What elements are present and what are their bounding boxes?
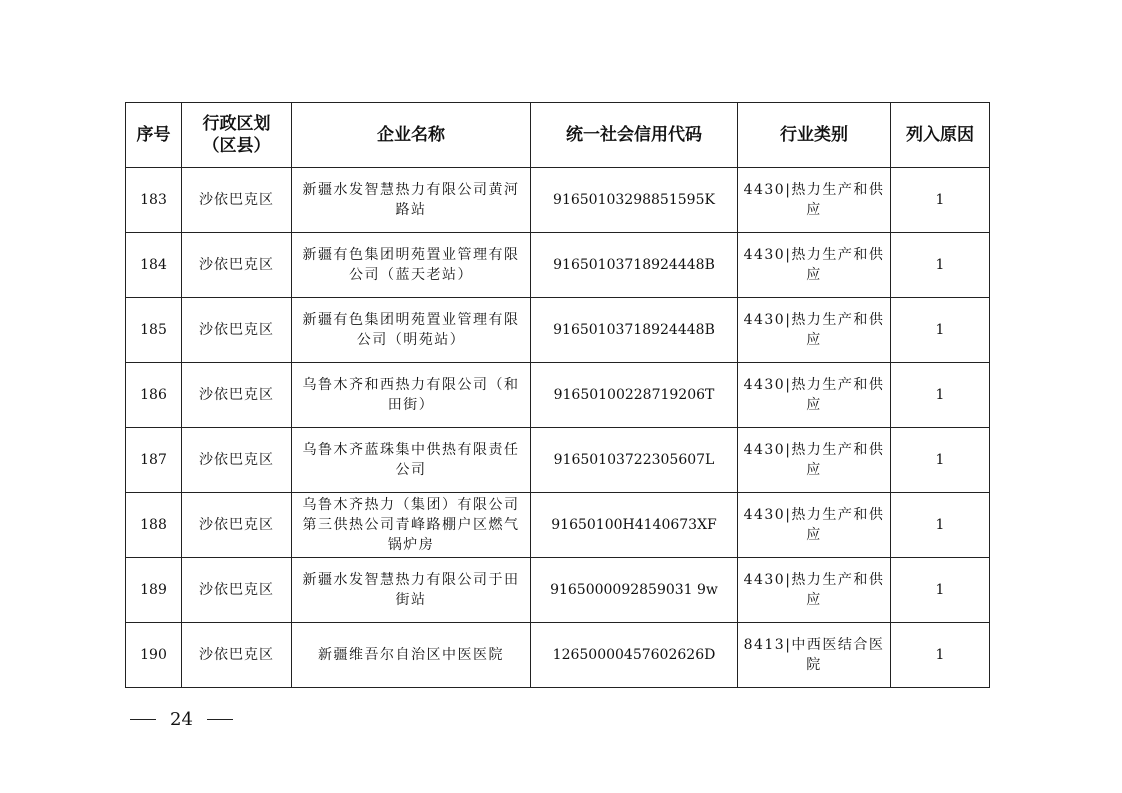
table-body xyxy=(126,168,990,688)
cell-credit-code: 91650103718924448B xyxy=(531,233,738,298)
cell-credit-code: 91650103298851595K xyxy=(531,168,738,233)
cell-district: 沙依巴克区 xyxy=(182,233,292,298)
cell-reason: 1 xyxy=(891,233,990,298)
industry-line: 4430|热力生产和供 xyxy=(743,572,885,588)
industry-line: 4430|热力生产和供 xyxy=(743,507,885,523)
enterprise-name-line: 新疆有色集团明苑置业管理有限 xyxy=(302,247,520,263)
enterprise-name-line: 街站 xyxy=(395,592,427,608)
cell-no: 185 xyxy=(126,298,182,363)
enterprise-name-line: 乌鲁木齐热力（集团）有限公司 xyxy=(302,497,520,513)
cell-reason: 1 xyxy=(891,298,990,363)
cell-no: 188 xyxy=(126,493,182,558)
cell-enterprise-name xyxy=(292,623,531,688)
cell-district: 沙依巴克区 xyxy=(182,428,292,493)
cell-no: 187 xyxy=(126,428,182,493)
cell-district: 沙依巴克区 xyxy=(182,168,292,233)
enterprise-name-line: 新疆水发智慧热力有限公司于田 xyxy=(302,572,520,588)
enterprise-name-line: 新疆水发智慧热力有限公司黄河 xyxy=(302,182,520,198)
industry-line: 4430|热力生产和供 xyxy=(743,377,885,393)
industry-line: 应 xyxy=(806,527,822,543)
industry-line: 应 xyxy=(806,462,822,478)
cell-no: 184 xyxy=(126,233,182,298)
cell-industry xyxy=(738,428,891,493)
industry-line: 4430|热力生产和供 xyxy=(743,312,885,328)
cell-industry xyxy=(738,623,891,688)
industry-line: 4430|热力生产和供 xyxy=(743,182,885,198)
industry-line: 应 xyxy=(806,592,822,608)
header-district-line2: （区县） xyxy=(202,136,271,156)
cell-industry xyxy=(738,298,891,363)
table-row xyxy=(126,363,990,428)
page-number: 24 xyxy=(170,708,193,730)
cell-industry xyxy=(738,233,891,298)
industry-line: 应 xyxy=(806,267,822,283)
table-row xyxy=(126,233,990,298)
table-header-row xyxy=(126,103,990,168)
enterprise-name-line: 公司（明苑站） xyxy=(356,332,466,348)
cell-enterprise-name xyxy=(292,298,531,363)
enterprise-name-line: 新疆维吾尔自治区中医医院 xyxy=(318,647,504,663)
enterprise-name-line: 第三供热公司青峰路棚户区燃气 xyxy=(302,517,520,533)
cell-credit-code: 91650100228719206T xyxy=(531,363,738,428)
enterprise-name-line: 公司 xyxy=(395,462,427,478)
enterprise-name-line: 新疆有色集团明苑置业管理有限 xyxy=(302,312,520,328)
footer-dash-left xyxy=(130,719,156,720)
cell-no: 183 xyxy=(126,168,182,233)
cell-reason: 1 xyxy=(891,168,990,233)
cell-district: 沙依巴克区 xyxy=(182,363,292,428)
cell-district: 沙依巴克区 xyxy=(182,493,292,558)
industry-line: 应 xyxy=(806,202,822,218)
header-industry: 行业类别 xyxy=(738,103,891,168)
cell-credit-code: 91650103722305607L xyxy=(531,428,738,493)
enterprise-name-line: 公司（蓝天老站） xyxy=(349,267,473,283)
cell-enterprise-name xyxy=(292,558,531,623)
page-footer xyxy=(130,704,233,734)
industry-line: 院 xyxy=(806,657,822,673)
cell-credit-code: 91650103718924448B xyxy=(531,298,738,363)
cell-enterprise-name xyxy=(292,233,531,298)
cell-reason: 1 xyxy=(891,493,990,558)
cell-industry xyxy=(738,168,891,233)
industry-line: 4430|热力生产和供 xyxy=(743,442,885,458)
table-row xyxy=(126,623,990,688)
header-district xyxy=(182,103,292,168)
table-row xyxy=(126,428,990,493)
cell-enterprise-name xyxy=(292,428,531,493)
cell-district: 沙依巴克区 xyxy=(182,558,292,623)
cell-no: 190 xyxy=(126,623,182,688)
cell-reason: 1 xyxy=(891,363,990,428)
table-row xyxy=(126,298,990,363)
enterprise-name-line: 锅炉房 xyxy=(387,537,435,553)
enterprise-name-line: 路站 xyxy=(395,202,427,218)
cell-industry xyxy=(738,493,891,558)
enterprise-name-line: 田街） xyxy=(387,397,435,413)
header-name: 企业名称 xyxy=(292,103,531,168)
cell-no: 186 xyxy=(126,363,182,428)
table-row xyxy=(126,558,990,623)
industry-line: 8413|中西医结合医 xyxy=(743,637,885,653)
cell-enterprise-name xyxy=(292,493,531,558)
cell-reason: 1 xyxy=(891,428,990,493)
cell-industry xyxy=(738,363,891,428)
table-row xyxy=(126,493,990,558)
cell-reason: 1 xyxy=(891,558,990,623)
industry-line: 4430|热力生产和供 xyxy=(743,247,885,263)
cell-credit-code: 9165000092859031 9w xyxy=(531,558,738,623)
cell-district: 沙依巴克区 xyxy=(182,623,292,688)
cell-industry xyxy=(738,558,891,623)
header-no: 序号 xyxy=(126,103,182,168)
header-reason: 列入原因 xyxy=(891,103,990,168)
footer-dash-right xyxy=(207,719,233,720)
industry-line: 应 xyxy=(806,397,822,413)
cell-enterprise-name xyxy=(292,363,531,428)
cell-reason: 1 xyxy=(891,623,990,688)
cell-enterprise-name xyxy=(292,168,531,233)
cell-credit-code: 91650100H4140673XF xyxy=(531,493,738,558)
enterprise-name-line: 乌鲁木齐蓝珠集中供热有限责任 xyxy=(302,442,520,458)
cell-district: 沙依巴克区 xyxy=(182,298,292,363)
industry-line: 应 xyxy=(806,332,822,348)
cell-no: 189 xyxy=(126,558,182,623)
enterprise-table xyxy=(125,102,990,688)
header-district-line1: 行政区划 xyxy=(202,114,271,134)
cell-credit-code: 12650000457602626D xyxy=(531,623,738,688)
enterprise-name-line: 乌鲁木齐和西热力有限公司（和 xyxy=(302,377,520,393)
header-code: 统一社会信用代码 xyxy=(531,103,738,168)
table-row xyxy=(126,168,990,233)
